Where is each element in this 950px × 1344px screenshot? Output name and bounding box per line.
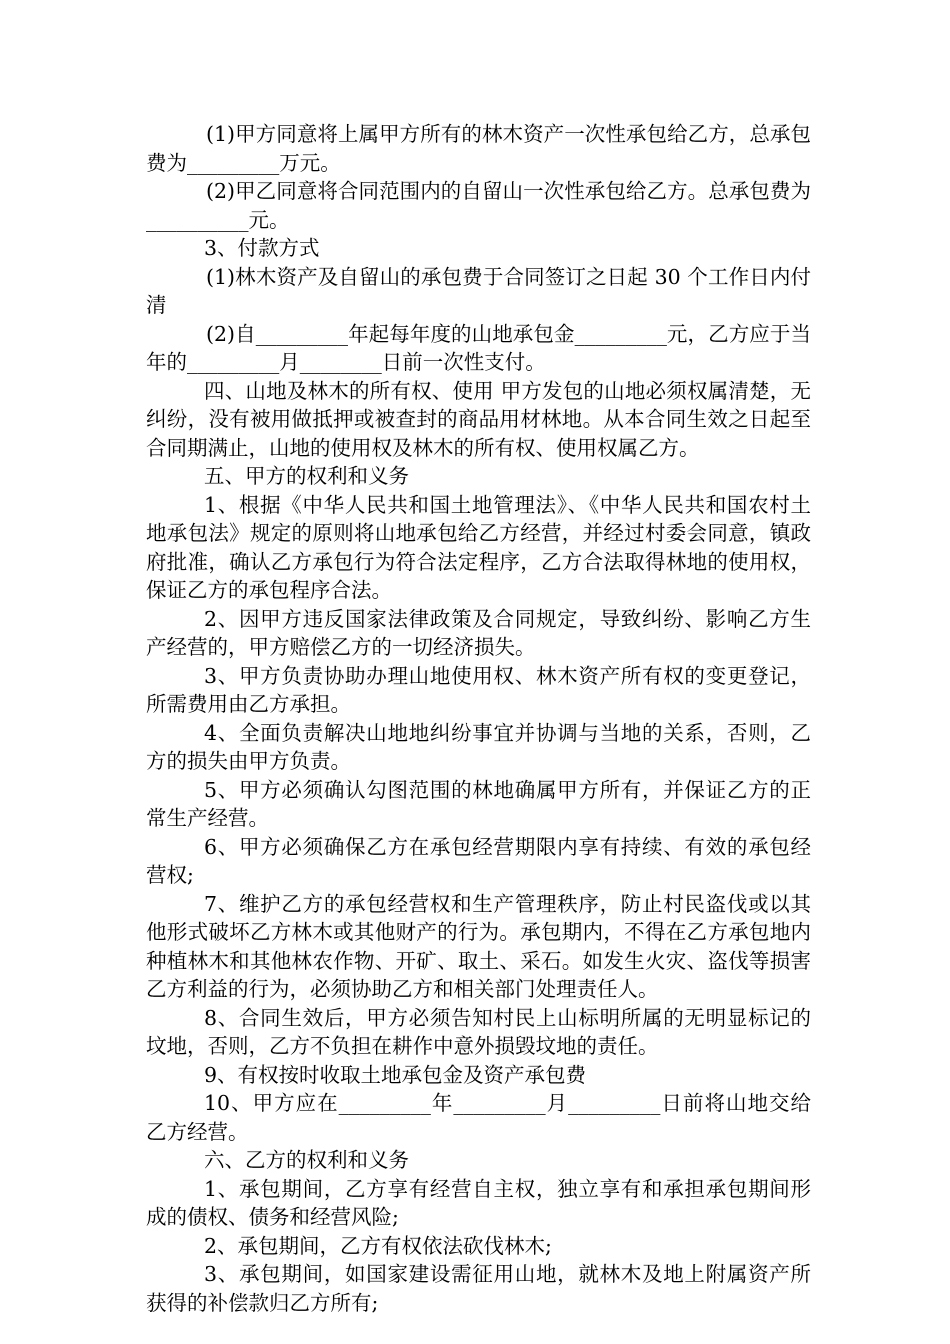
paragraph: 2、承包期间，乙方有权依法砍伐林木;	[204, 1233, 552, 1258]
paragraph: 8、合同生效后，甲方必须告知村民上山标明所属的无明显标记的坟地，否则，乙方不负担在耕作中意外损毁坟地的责任。	[146, 1005, 811, 1058]
paragraph: 6、甲方必须确保乙方在承包经营期限内享有持续、有效的承包经营权;	[146, 834, 811, 887]
paragraph: 4、全面负责解决山地地纠纷事宜并协调与当地的关系，否则，乙方的损失由甲方负责。	[146, 720, 811, 773]
paragraph: 2、因甲方违反国家法律政策及合同规定，导致纠纷、影响乙方生产经营的，甲方赔偿乙方的一切经济损失。	[146, 606, 811, 659]
paragraph: 3、甲方负责协助办理山地使用权、林木资产所有权的变更登记，所需费用由乙方承担。	[146, 663, 811, 716]
paragraph: 7、维护乙方的承包经营权和生产管理秩序，防止村民盗伐或以其他形式破坏乙方林木或其他财产的行为。承包期内，不得在乙方承包地内种植林木和其他林农作物、开矿、取土、采石。如发生火灾、盗伐等损害乙方利益的行为，必须协助乙方和相关部门处理责任人。	[146, 891, 811, 1001]
paragraph: (1)林木资产及自留山的承包费于合同签订之日起 30 个工作日内付清	[146, 264, 811, 317]
paragraph: 1、承包期间，乙方享有经营自主权，独立享有和承担承包期间形成的债权、债务和经营风险;	[146, 1176, 811, 1229]
paragraph: 四、山地及林木的所有权、使用 甲方发包的山地必须权属清楚，无纠纷，没有被用做抵押或被查封的商品用材林地。从本合同生效之日起至合同期满止，山地的使用权及林木的所有权、使用权属乙方。	[146, 378, 811, 460]
document-body	[146, 120, 811, 1317]
section-heading: 五、甲方的权利和义务	[204, 464, 409, 488]
paragraph: (1)甲方同意将上属甲方所有的林木资产一次性承包给乙方，总承包费为_________万元。	[146, 122, 811, 175]
paragraph: 3、承包期间，如国家建设需征用山地，就林木及地上附属资产所获得的补偿款归乙方所有;	[146, 1262, 811, 1315]
paragraph: 9、有权按时收取土地承包金及资产承包费	[204, 1062, 587, 1087]
paragraph: 5、甲方必须确认勾图范围的林地确属甲方所有，并保证乙方的正常生产经营。	[146, 777, 811, 830]
paragraph: (2)自_________年起每年度的山地承包金_________元，乙方应于当年的_________月________日前一次性支付。	[146, 321, 811, 374]
paragraph: 1、根据《中华人民共和国土地管理法》、《中华人民共和国农村土地承包法》规定的原则将山地承包给乙方经营，并经过村委会同意，镇政府批准，确认乙方承包行为符合法定程序，乙方合法取得林地的使用权，保证乙方的承包程序合法。	[146, 492, 811, 602]
paragraph: 10、甲方应在_________年_________月_________日前将山地交给乙方经营。	[146, 1091, 811, 1144]
paragraph: (2)甲乙同意将合同范围内的自留山一次性承包给乙方。总承包费为__________元。	[146, 179, 811, 232]
section-heading: 六、乙方的权利和义务	[204, 1148, 409, 1172]
section-heading: 3、付款方式	[204, 236, 320, 260]
